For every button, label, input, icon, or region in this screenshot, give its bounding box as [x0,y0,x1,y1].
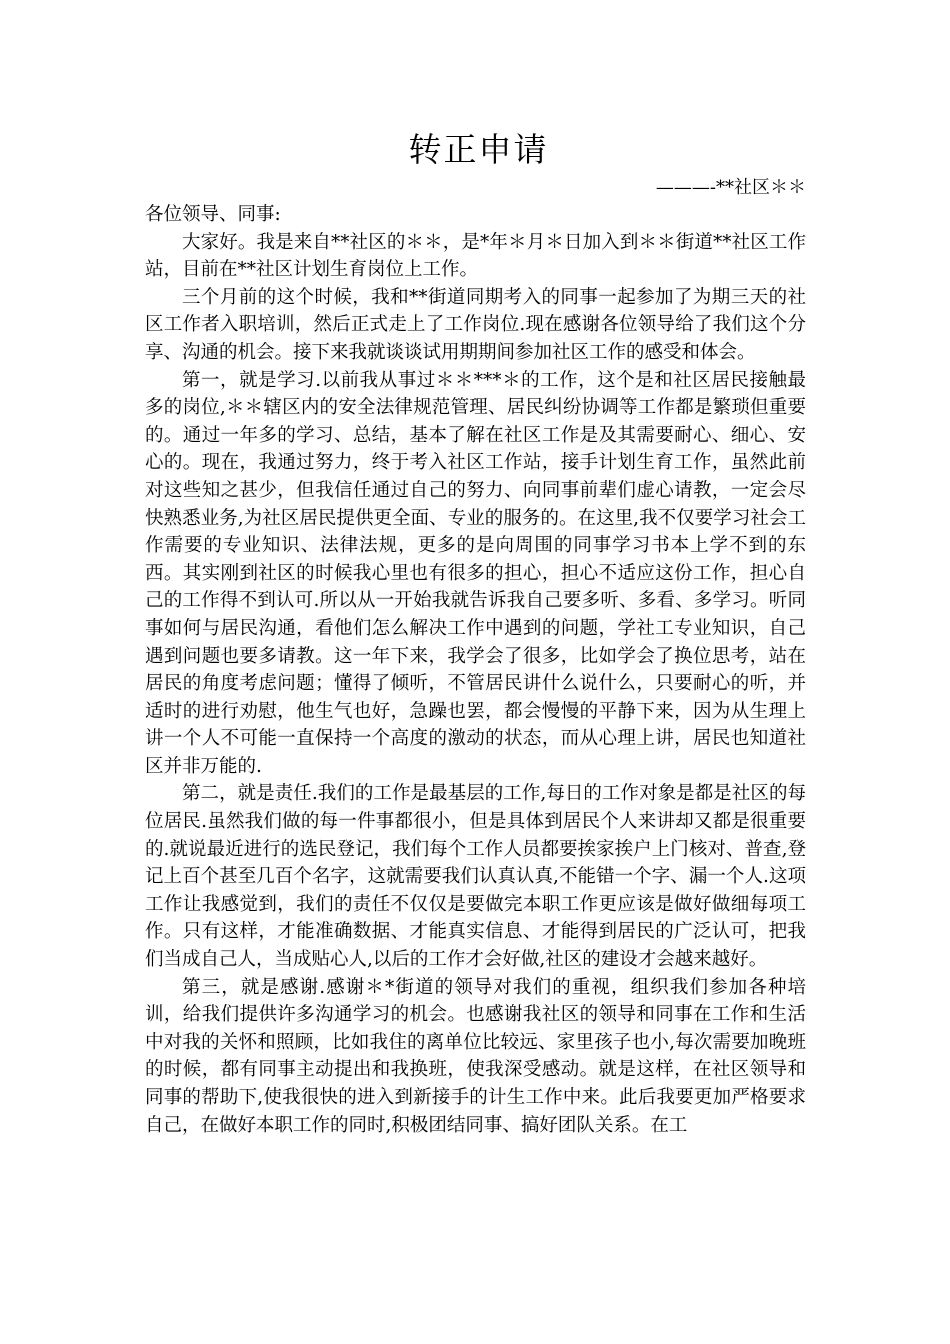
paragraph-training: 三个月前的这个时候，我和**街道同期考入的同事一起参加了为期三天的社区工作者入职培训，然后正式走上了工作岗位.现在感谢各位领导给了我们这个分享、沟通的机会。接下来我就谈谈试用期期间参加社区工作的感受和体会。 [145,286,806,363]
document-salutation: 各位领导、同事: [145,204,281,225]
paragraph-responsibility: 第二，就是责任.我们的工作是最基层的工作,每日的工作对象是都是社区的每位居民.虽然我们做的每一件事都很小，但是具体到居民个人来讲却又都是很重要的.就说最近进行的选民登记，我们每个工作人员都要挨家挨户上门核对、普查,登记上百个甚至几百个名字，这就需要我们认真认真,不能错一个字、漏一个人.这项工作让我感觉到，我们的责任不仅仅是要做完本职工作更应该是做好做细每项工作。只有这样，才能准确数据、才能真实信息、才能得到居民的广泛认可，把我们当成自己人，当成贴心人,以后的工作才会好做,社区的建设才会越来越好。 [145,783,806,971]
document-title: 转正申请 [408,130,549,169]
paragraph-gratitude: 第三，就是感谢.感谢＊*街道的领导对我们的重视，组织我们参加各种培训，给我们提供许多沟通学习的机会。也感谢我社区的领导和同事在工作和生活中对我的关怀和照顾，比如我住的离单位比较远、家里孩子也小,每次需要加晚班的时候，都有同事主动提出和我换班，使我深受感动。就是这样，在社区领导和同事的帮助下,使我很快的进入到新接手的计生工作中来。此后我要更加严格要求自己，在做好本职工作的同时,积极团结同事、搞好团队关系。在工 [145,976,806,1136]
paragraph-learning: 第一，就是学习.以前我从事过＊＊***＊的工作，这个是和社区居民接触最多的岗位,＊＊辖区内的安全法律规范管理、居民纠纷协调等工作都是繁琐但重要的。通过一年多的学习、总结，基本了解在社区工作是及其需要耐心、细心、安心的。现在，我通过努力，终于考入社区工作站，接手计划生育工作，虽然此前对这些知之甚少，但我信任通过自己的努力、向同事前辈们虚心请教，一定会尽快熟悉业务,为社区居民提供更全面、专业的服务的。在这里,我不仅要学习社会工作需要的专业知识、法律法规，更多的是向周围的同事学习书本上学不到的东西。其实刚到社区的时候我心里也有很多的担心，担心不适应这份工作，担心自己的工作得不到认可.所以从一开始我就告诉我自己要多听、多看、多学习。听同事如何与居民沟通，看他们怎么解决工作中遇到的问题，学社工专业知识，自己遇到问题也要多请教。这一年下来，我学会了很多，比如学会了换位思考，站在居民的角度考虑问题；懂得了倾听，不管居民讲什么说什么，只要耐心的听，并适时的进行劝慰，他生气也好，急躁也罢，都会慢慢的平静下来，因为从生理上讲一个人不可能一直保持一个高度的激动的状态，而从心理上讲，居民也知道社区并非万能的. [145,369,806,777]
document-page [145,125,806,1139]
document-signature: ———-**社区＊＊ [655,177,806,198]
paragraph-intro: 大家好。我是来自**社区的＊＊，是*年＊月＊日加入到＊＊街道**社区工作站，目前在**社区计划生育岗位上工作。 [145,231,806,281]
